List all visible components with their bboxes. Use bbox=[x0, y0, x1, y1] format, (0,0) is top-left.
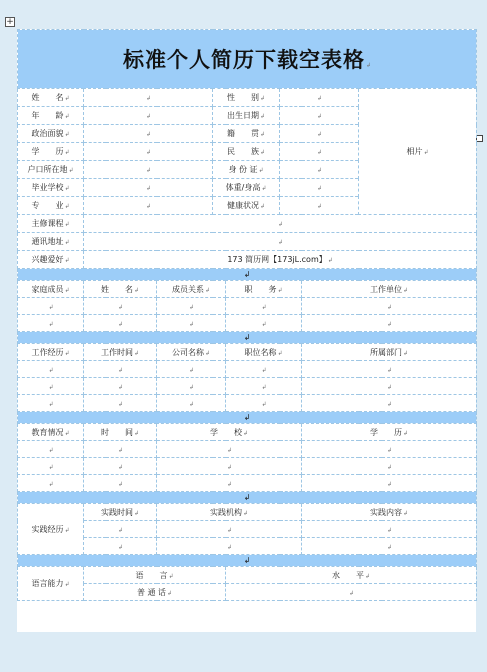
edu-header-degree: 学 历↲ bbox=[302, 424, 477, 441]
field-major[interactable]: ↲ bbox=[84, 197, 213, 215]
work-cell[interactable]: ↲ bbox=[18, 378, 84, 395]
work-cell[interactable]: ↲ bbox=[302, 395, 477, 412]
edu-header-label: 教育情况↲ bbox=[18, 424, 84, 441]
label-hobby: 兴趣爱好↲ bbox=[18, 251, 84, 269]
work-cell[interactable]: ↲ bbox=[84, 395, 157, 412]
family-cell[interactable]: ↲ bbox=[84, 298, 157, 315]
edu-cell[interactable]: ↲ bbox=[84, 441, 157, 458]
field-id[interactable]: ↲ bbox=[280, 161, 359, 179]
label-hukou: 户口所在地↲ bbox=[18, 161, 84, 179]
family-cell[interactable]: ↲ bbox=[18, 315, 84, 332]
label-gender: 性 别↲ bbox=[213, 89, 280, 107]
family-cell[interactable]: ↲ bbox=[302, 298, 477, 315]
label-id: 身 份 证↲ bbox=[213, 161, 280, 179]
field-hukou[interactable]: ↲ bbox=[84, 161, 213, 179]
family-cell[interactable]: ↲ bbox=[302, 315, 477, 332]
title-cell: 标准个人简历下载空表格↲ bbox=[18, 30, 477, 89]
family-header-employer: 工作单位↲ bbox=[302, 281, 477, 298]
edu-cell[interactable]: ↲ bbox=[302, 458, 477, 475]
language-mandarin: 普 通 话↲ bbox=[84, 584, 226, 601]
work-cell[interactable]: ↲ bbox=[157, 395, 226, 412]
section-divider: ↲ bbox=[18, 412, 477, 424]
label-ethnicity: 民 族↲ bbox=[213, 143, 280, 161]
field-age[interactable]: ↲ bbox=[84, 107, 213, 125]
work-header-company: 公司名称↲ bbox=[157, 344, 226, 361]
practice-header-time: 实践时间↲ bbox=[84, 504, 157, 521]
field-education[interactable]: ↲ bbox=[84, 143, 213, 161]
field-address[interactable]: ↲ bbox=[84, 233, 477, 251]
family-header-name: 姓 名↲ bbox=[84, 281, 157, 298]
edu-cell[interactable]: ↲ bbox=[84, 458, 157, 475]
label-origin: 籍 贯↲ bbox=[213, 125, 280, 143]
field-health[interactable]: ↲ bbox=[280, 197, 359, 215]
work-cell[interactable]: ↲ bbox=[18, 361, 84, 378]
work-cell[interactable]: ↲ bbox=[84, 361, 157, 378]
edu-cell[interactable]: ↲ bbox=[302, 441, 477, 458]
edu-header-time: 时 间↲ bbox=[84, 424, 157, 441]
section-divider: ↲ bbox=[18, 332, 477, 344]
language-level-cell[interactable]: ↲ bbox=[226, 584, 477, 601]
work-cell[interactable]: ↲ bbox=[157, 361, 226, 378]
section-divider: ↲ bbox=[18, 555, 477, 567]
edu-cell[interactable]: ↲ bbox=[157, 458, 302, 475]
field-hobby[interactable]: 173 简历网【173jL.com】↲ bbox=[84, 251, 477, 269]
label-school: 毕业学校↲ bbox=[18, 179, 84, 197]
family-header-position: 职 务↲ bbox=[226, 281, 302, 298]
edu-cell[interactable]: ↲ bbox=[302, 475, 477, 492]
practice-label: 实践经历↲ bbox=[18, 504, 84, 555]
work-cell[interactable]: ↲ bbox=[302, 361, 477, 378]
work-cell[interactable]: ↲ bbox=[226, 361, 302, 378]
family-cell[interactable]: ↲ bbox=[18, 298, 84, 315]
edu-cell[interactable]: ↲ bbox=[157, 475, 302, 492]
family-header-member: 家庭成员↲ bbox=[18, 281, 84, 298]
label-age: 年 龄↲ bbox=[18, 107, 84, 125]
label-politics: 政治面貌↲ bbox=[18, 125, 84, 143]
family-cell[interactable]: ↲ bbox=[226, 298, 302, 315]
field-origin[interactable]: ↲ bbox=[280, 125, 359, 143]
resume-table bbox=[17, 29, 477, 601]
label-major: 专 业↲ bbox=[18, 197, 84, 215]
practice-cell[interactable]: ↲ bbox=[84, 538, 157, 555]
family-cell[interactable]: ↲ bbox=[84, 315, 157, 332]
label-height-weight: 体重/身高↲ bbox=[213, 179, 280, 197]
practice-cell[interactable]: ↲ bbox=[157, 521, 302, 538]
page-title: 标准个人简历下载空表格 bbox=[123, 48, 366, 72]
family-cell[interactable]: ↲ bbox=[157, 298, 226, 315]
field-name[interactable]: ↲ bbox=[84, 89, 213, 107]
field-ethnicity[interactable]: ↲ bbox=[280, 143, 359, 161]
language-header-level: 水 平↲ bbox=[226, 567, 477, 584]
field-gender[interactable]: ↲ bbox=[280, 89, 359, 107]
edu-cell[interactable]: ↲ bbox=[18, 441, 84, 458]
edu-cell[interactable]: ↲ bbox=[157, 441, 302, 458]
practice-cell[interactable]: ↲ bbox=[157, 538, 302, 555]
label-health: 健康状况↲ bbox=[213, 197, 280, 215]
family-cell[interactable]: ↲ bbox=[226, 315, 302, 332]
label-address: 通讯地址↲ bbox=[18, 233, 84, 251]
label-birth: 出生日期↲ bbox=[213, 107, 280, 125]
field-height-weight[interactable]: ↲ bbox=[280, 179, 359, 197]
practice-cell[interactable]: ↲ bbox=[84, 521, 157, 538]
section-divider: ↲ bbox=[18, 269, 477, 281]
field-courses[interactable]: ↲ bbox=[84, 215, 477, 233]
section-divider: ↲ bbox=[18, 492, 477, 504]
practice-cell[interactable]: ↲ bbox=[302, 521, 477, 538]
edu-cell[interactable]: ↲ bbox=[18, 458, 84, 475]
work-header-position: 职位名称↲ bbox=[226, 344, 302, 361]
language-header-lang: 语 言↲ bbox=[84, 567, 226, 584]
edu-cell[interactable]: ↲ bbox=[18, 475, 84, 492]
work-header-department: 所属部门↲ bbox=[302, 344, 477, 361]
edu-header-school: 学 校↲ bbox=[157, 424, 302, 441]
work-header-time: 工作时间↲ bbox=[84, 344, 157, 361]
practice-header-org: 实践机构↲ bbox=[157, 504, 302, 521]
work-cell[interactable]: ↲ bbox=[302, 378, 477, 395]
family-header-relation: 成员关系↲ bbox=[157, 281, 226, 298]
field-politics[interactable]: ↲ bbox=[84, 125, 213, 143]
language-label: 语言能力↲ bbox=[18, 567, 84, 601]
work-cell[interactable]: ↲ bbox=[226, 378, 302, 395]
field-school[interactable]: ↲ bbox=[84, 179, 213, 197]
practice-cell[interactable]: ↲ bbox=[302, 538, 477, 555]
work-cell[interactable]: ↲ bbox=[157, 378, 226, 395]
family-cell[interactable]: ↲ bbox=[157, 315, 226, 332]
field-birth[interactable]: ↲ bbox=[280, 107, 359, 125]
label-courses: 主修课程↲ bbox=[18, 215, 84, 233]
work-header-label: 工作经历↲ bbox=[18, 344, 84, 361]
table-move-icon[interactable]: + bbox=[6, 17, 14, 27]
practice-header-content: 实践内容↲ bbox=[302, 504, 477, 521]
label-name: 姓 名↲ bbox=[18, 89, 84, 107]
photo-cell[interactable]: 相片↲ bbox=[359, 89, 477, 215]
edu-cell[interactable]: ↲ bbox=[84, 475, 157, 492]
work-cell[interactable]: ↲ bbox=[226, 395, 302, 412]
label-education: 学 历↲ bbox=[18, 143, 84, 161]
work-cell[interactable]: ↲ bbox=[18, 395, 84, 412]
work-cell[interactable]: ↲ bbox=[84, 378, 157, 395]
